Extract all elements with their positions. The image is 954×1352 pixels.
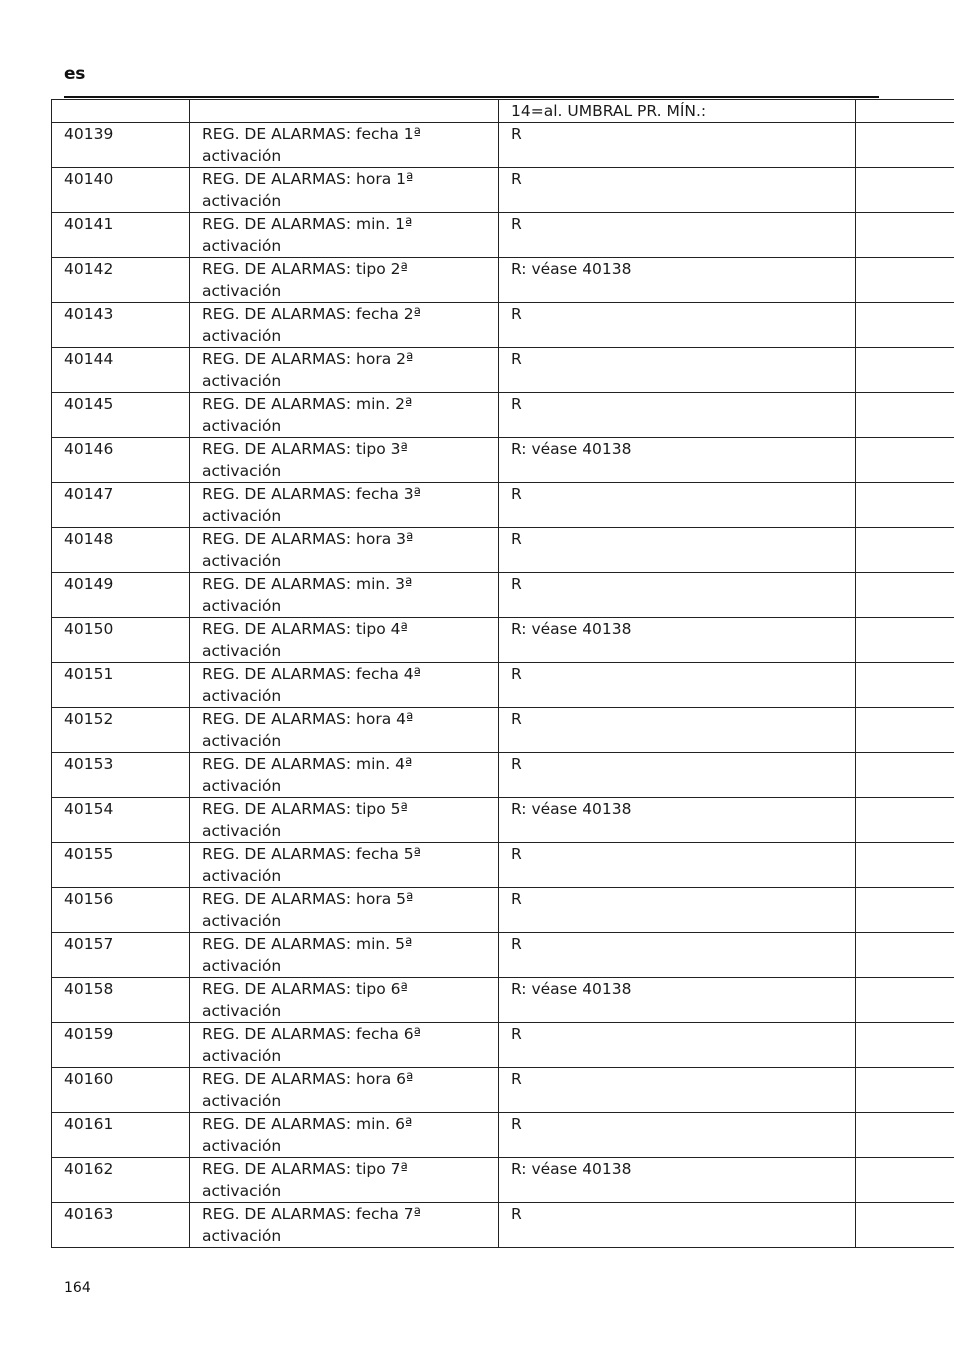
table-row <box>52 1113 954 1158</box>
address-cell: 40140 <box>52 168 190 213</box>
access-cell: R: véase 40138 <box>499 1158 856 1203</box>
address-cell: 40156 <box>52 888 190 933</box>
description-line: activación <box>202 327 282 345</box>
description-line: REG. DE ALARMAS: tipo 4ª <box>202 620 408 638</box>
notes-cell <box>856 303 954 348</box>
description-line: activación <box>202 1092 282 1110</box>
address-cell: 40145 <box>52 393 190 438</box>
access-cell: R <box>499 843 856 888</box>
description-line: activación <box>202 687 282 705</box>
address-cell: 40158 <box>52 978 190 1023</box>
description-line: REG. DE ALARMAS: hora 4ª <box>202 710 414 728</box>
description-cell <box>190 663 499 708</box>
address-cell: 40148 <box>52 528 190 573</box>
language-tag: es <box>64 64 86 84</box>
description-cell <box>190 1113 499 1158</box>
description-line: REG. DE ALARMAS: fecha 3ª <box>202 485 421 503</box>
description-line: REG. DE ALARMAS: min. 6ª <box>202 1115 413 1133</box>
address-cell: 40147 <box>52 483 190 528</box>
description-line: activación <box>202 237 282 255</box>
address-cell: 40154 <box>52 798 190 843</box>
address-cell: 40160 <box>52 1068 190 1113</box>
access-cell: R <box>499 528 856 573</box>
access-cell: R <box>499 753 856 798</box>
description-cell <box>190 843 499 888</box>
notes-cell <box>856 1113 954 1158</box>
table-row <box>52 618 954 663</box>
register-table-body <box>52 100 954 1248</box>
description-cell <box>190 1068 499 1113</box>
table-row <box>52 843 954 888</box>
table-row <box>52 483 954 528</box>
address-cell: 40141 <box>52 213 190 258</box>
description-cell <box>190 1158 499 1203</box>
description-line: activación <box>202 1002 282 1020</box>
access-cell: R <box>499 888 856 933</box>
notes-cell <box>856 573 954 618</box>
notes-cell <box>856 258 954 303</box>
description-line: REG. DE ALARMAS: tipo 2ª <box>202 260 408 278</box>
description-line: activación <box>202 192 282 210</box>
description-cell <box>190 708 499 753</box>
access-cell: R <box>499 393 856 438</box>
description-line: activación <box>202 732 282 750</box>
notes-cell <box>856 393 954 438</box>
description-cell <box>190 438 499 483</box>
description-cell <box>190 753 499 798</box>
address-cell: 40139 <box>52 123 190 168</box>
register-table <box>51 99 954 1248</box>
description-cell <box>190 528 499 573</box>
description-line: REG. DE ALARMAS: min. 2ª <box>202 395 413 413</box>
access-cell: R <box>499 1203 856 1248</box>
address-cell: 40153 <box>52 753 190 798</box>
address-cell: 40163 <box>52 1203 190 1248</box>
access-cell: R: véase 40138 <box>499 258 856 303</box>
description-line: REG. DE ALARMAS: fecha 1ª <box>202 125 421 143</box>
table-row <box>52 1158 954 1203</box>
table-row <box>52 303 954 348</box>
description-line: activación <box>202 1137 282 1155</box>
access-cell: R <box>499 1113 856 1158</box>
notes-cell <box>856 933 954 978</box>
description-line: activación <box>202 777 282 795</box>
access-cell: R <box>499 1068 856 1113</box>
description-line: REG. DE ALARMAS: tipo 6ª <box>202 980 408 998</box>
address-cell: 40146 <box>52 438 190 483</box>
address-cell: 40161 <box>52 1113 190 1158</box>
description-line: activación <box>202 552 282 570</box>
description-line: REG. DE ALARMAS: min. 5ª <box>202 935 413 953</box>
access-cell: R <box>499 303 856 348</box>
description-line: activación <box>202 1182 282 1200</box>
access-cell: R <box>499 933 856 978</box>
notes-cell <box>856 798 954 843</box>
description-line: activación <box>202 507 282 525</box>
notes-cell <box>856 888 954 933</box>
description-cell <box>190 393 499 438</box>
address-cell: 40152 <box>52 708 190 753</box>
description-line: REG. DE ALARMAS: fecha 7ª <box>202 1205 421 1223</box>
description-cell <box>190 168 499 213</box>
table-row <box>52 258 954 303</box>
description-line: activación <box>202 912 282 930</box>
description-line: REG. DE ALARMAS: fecha 6ª <box>202 1025 421 1043</box>
table-row <box>52 978 954 1023</box>
description-line: activación <box>202 147 282 165</box>
description-cell <box>190 798 499 843</box>
notes-cell <box>856 213 954 258</box>
access-cell: R: véase 40138 <box>499 618 856 663</box>
description-cell <box>190 100 499 123</box>
description-line: activación <box>202 642 282 660</box>
description-line: REG. DE ALARMAS: hora 3ª <box>202 530 414 548</box>
table-row <box>52 168 954 213</box>
notes-cell <box>856 753 954 798</box>
description-cell <box>190 348 499 393</box>
table-row <box>52 393 954 438</box>
description-line: activación <box>202 867 282 885</box>
table-row <box>52 708 954 753</box>
table-row <box>52 1023 954 1068</box>
description-cell <box>190 1023 499 1068</box>
address-cell: 40157 <box>52 933 190 978</box>
table-row <box>52 123 954 168</box>
table-row <box>52 1068 954 1113</box>
description-line: activación <box>202 957 282 975</box>
description-cell <box>190 573 499 618</box>
notes-cell <box>856 528 954 573</box>
description-cell <box>190 303 499 348</box>
notes-cell <box>856 1023 954 1068</box>
table-row <box>52 1203 954 1248</box>
access-cell: R <box>499 708 856 753</box>
description-cell <box>190 483 499 528</box>
description-line: REG. DE ALARMAS: min. 3ª <box>202 575 413 593</box>
access-cell: R: véase 40138 <box>499 798 856 843</box>
notes-cell <box>856 1203 954 1248</box>
description-line: REG. DE ALARMAS: fecha 2ª <box>202 305 421 323</box>
address-cell <box>52 100 190 123</box>
table-row <box>52 888 954 933</box>
notes-cell <box>856 348 954 393</box>
access-cell: R <box>499 573 856 618</box>
access-cell: R: véase 40138 <box>499 438 856 483</box>
description-line: REG. DE ALARMAS: min. 1ª <box>202 215 413 233</box>
access-cell: R <box>499 168 856 213</box>
description-cell <box>190 213 499 258</box>
address-cell: 40162 <box>52 1158 190 1203</box>
description-line: activación <box>202 597 282 615</box>
access-cell: R <box>499 213 856 258</box>
notes-cell <box>856 708 954 753</box>
notes-cell <box>856 483 954 528</box>
description-line: REG. DE ALARMAS: tipo 5ª <box>202 800 408 818</box>
description-line: activación <box>202 462 282 480</box>
notes-cell <box>856 438 954 483</box>
address-cell: 40144 <box>52 348 190 393</box>
description-cell <box>190 123 499 168</box>
access-cell: R <box>499 123 856 168</box>
access-cell: R <box>499 348 856 393</box>
address-cell: 40142 <box>52 258 190 303</box>
table-row <box>52 573 954 618</box>
address-cell: 40155 <box>52 843 190 888</box>
description-cell <box>190 888 499 933</box>
access-cell: R <box>499 1023 856 1068</box>
address-cell: 40150 <box>52 618 190 663</box>
notes-cell <box>856 1158 954 1203</box>
description-line: REG. DE ALARMAS: fecha 4ª <box>202 665 421 683</box>
description-line: REG. DE ALARMAS: hora 6ª <box>202 1070 414 1088</box>
table-row <box>52 753 954 798</box>
table-row <box>52 933 954 978</box>
description-line: activación <box>202 417 282 435</box>
description-line: REG. DE ALARMAS: tipo 7ª <box>202 1160 408 1178</box>
page-number: 164 <box>64 1280 91 1296</box>
description-cell <box>190 978 499 1023</box>
description-cell <box>190 618 499 663</box>
address-cell: 40143 <box>52 303 190 348</box>
notes-cell <box>856 123 954 168</box>
table-row-continuation <box>52 100 954 123</box>
notes-cell <box>856 1068 954 1113</box>
description-line: activación <box>202 1047 282 1065</box>
description-line: REG. DE ALARMAS: hora 1ª <box>202 170 414 188</box>
description-cell <box>190 1203 499 1248</box>
address-cell: 40149 <box>52 573 190 618</box>
notes-cell <box>856 168 954 213</box>
table-row <box>52 798 954 843</box>
notes-cell <box>856 618 954 663</box>
description-line: REG. DE ALARMAS: fecha 5ª <box>202 845 421 863</box>
notes-cell <box>856 663 954 708</box>
description-line: activación <box>202 372 282 390</box>
description-line: REG. DE ALARMAS: hora 5ª <box>202 890 414 908</box>
table-row <box>52 528 954 573</box>
access-cell: 14=al. UMBRAL PR. MÍN.: <box>499 100 856 123</box>
address-cell: 40151 <box>52 663 190 708</box>
access-cell: R: véase 40138 <box>499 978 856 1023</box>
description-line: REG. DE ALARMAS: tipo 3ª <box>202 440 408 458</box>
description-line: activación <box>202 822 282 840</box>
access-cell: R <box>499 663 856 708</box>
notes-cell <box>856 978 954 1023</box>
description-cell <box>190 258 499 303</box>
notes-cell <box>856 100 954 123</box>
header-rule <box>64 96 879 98</box>
access-cell: R <box>499 483 856 528</box>
notes-cell <box>856 843 954 888</box>
description-line: REG. DE ALARMAS: min. 4ª <box>202 755 413 773</box>
address-cell: 40159 <box>52 1023 190 1068</box>
description-line: REG. DE ALARMAS: hora 2ª <box>202 350 414 368</box>
description-cell <box>190 933 499 978</box>
table-row <box>52 663 954 708</box>
table-row <box>52 348 954 393</box>
description-line: activación <box>202 282 282 300</box>
table-row <box>52 213 954 258</box>
description-line: activación <box>202 1227 282 1245</box>
table-row <box>52 438 954 483</box>
